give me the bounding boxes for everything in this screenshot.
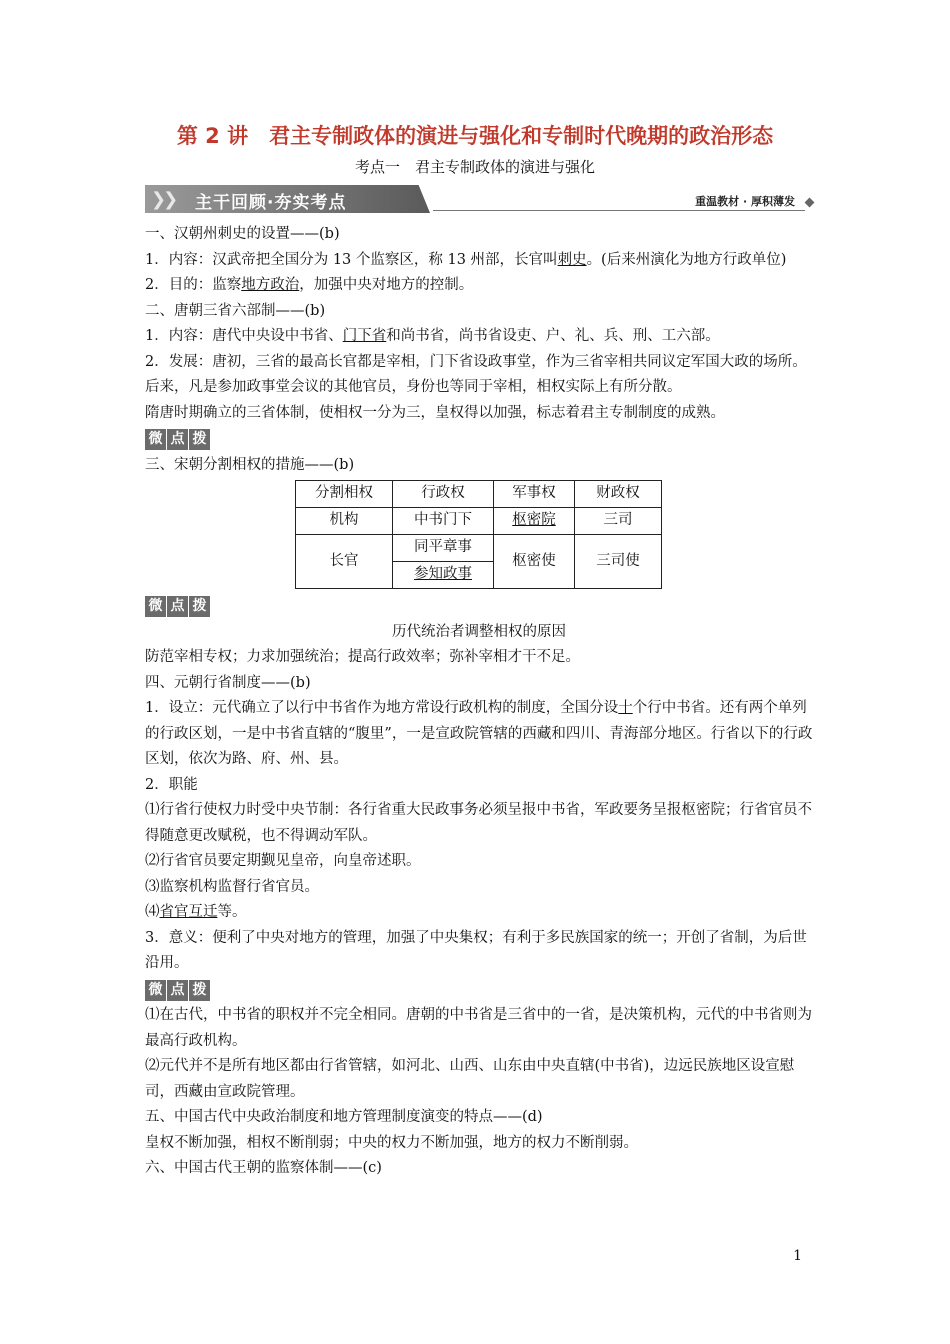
underlined-term: 十 bbox=[618, 700, 633, 716]
tip-char: 点 bbox=[167, 596, 188, 617]
heading-s1: 一、汉朝州刺史的设置——(b) bbox=[145, 226, 340, 242]
underlined-term: 地方政治 bbox=[241, 277, 300, 293]
paragraph: 皇权不断加强，相权不断削弱；中央的权力不断加强，地方的权力不断削弱。 bbox=[145, 1134, 638, 1151]
banner-slogan: 重温教材 · 厚积薄发 bbox=[695, 195, 795, 208]
tip-badge bbox=[145, 428, 211, 450]
list-item: ⑶监察机构监督行省官员。 bbox=[145, 878, 319, 895]
tip-char: 点 bbox=[167, 980, 188, 1001]
list-item: ⑴在古代，中书省的职权并不完全相同。唐朝的中书省是三省中的一省，是决策机构，元代的中书省则为最高行政机构。 bbox=[145, 1007, 812, 1049]
lecture-title: 第 2 讲 君主专制政体的演进与强化和专制时代晚期的政治形态 bbox=[176, 124, 774, 148]
tip-title: 历代统治者调整相权的原因 bbox=[392, 623, 566, 640]
heading-s5: 五、中国古代中央政治制度和地方管理制度演变的特点——(d) bbox=[145, 1109, 543, 1125]
tip-char: 拨 bbox=[189, 980, 210, 1001]
table-cell: 参知政事 bbox=[393, 562, 494, 589]
tip-char: 微 bbox=[145, 429, 166, 450]
underlined-term: 刺史 bbox=[557, 251, 587, 268]
heading-s2: 二、唐朝三省六部制——(b) bbox=[145, 302, 326, 319]
banner-divider bbox=[433, 210, 805, 211]
text: ，加强中央对地方的控制。 bbox=[299, 277, 474, 293]
text: 1．内容：唐代中央设中书省、 bbox=[145, 328, 343, 344]
text: 和尚书省，尚书省设吏、户、礼、兵、刑、工六部。 bbox=[386, 328, 720, 344]
table-cell: 行政权 bbox=[393, 481, 494, 508]
table-cell: 财政权 bbox=[575, 481, 662, 508]
table-cell: 同平章事 bbox=[393, 535, 494, 562]
paragraph: 2．职能 bbox=[145, 776, 198, 793]
paragraph: 2．发展：唐初，三省的最高长官都是宰相，门下省设政事堂，作为三省宰相共同议定军国大政的场所。后来，凡是参加政事堂会议的其他官员，身份也等同于宰相，相权实际上有所分散。 bbox=[145, 353, 807, 395]
paragraph bbox=[145, 273, 813, 299]
tip-char: 点 bbox=[167, 429, 188, 450]
paragraph: 隋唐时期确立的三省体制，使相权一分为三，皇权得以加强，标志着君主专制制度的成熟。 bbox=[145, 404, 725, 421]
paragraph: 3．意义：便利了中央对地方的管理，加强了中央集权；有利于多民族国家的统一；开创了省制，为后世沿用。 bbox=[145, 929, 807, 971]
tip-badge bbox=[145, 595, 211, 617]
table-cell: 军事权 bbox=[494, 481, 575, 508]
table-cell: 长官 bbox=[296, 535, 393, 589]
underlined-term: 门下省 bbox=[342, 328, 387, 344]
chevron-right-icon: ❯❯ bbox=[151, 189, 176, 210]
banner-label: 主干回顾·夯实考点 bbox=[195, 193, 347, 213]
tip-char: 拨 bbox=[189, 429, 210, 450]
heading-s4: 四、元朝行省制度——(b) bbox=[145, 674, 311, 691]
tip-char: 微 bbox=[145, 596, 166, 617]
table-cell: 机构 bbox=[296, 508, 393, 535]
underlined-term: 省官互迁 bbox=[159, 904, 218, 920]
section-subtitle: 考点一 君主专制政体的演进与强化 bbox=[354, 158, 595, 176]
main-content bbox=[145, 222, 813, 1182]
paragraph bbox=[145, 696, 813, 773]
list-item bbox=[145, 900, 813, 926]
text: 。(后来州演化为地方行政单位) bbox=[586, 251, 787, 268]
paragraph: 防范宰相专权；力求加强统治；提高行政效率；弥补宰相才干不足。 bbox=[145, 649, 580, 665]
table-cell: 枢密院 bbox=[494, 508, 575, 535]
table-cell: 枢密使 bbox=[494, 535, 575, 589]
text: 2．目的： bbox=[145, 277, 213, 293]
tip-char: 拨 bbox=[189, 596, 210, 617]
section-banner bbox=[145, 185, 813, 215]
text: 1．设立：元代确立了以行中书省作为地方常设行政机构的制度，全国分设 bbox=[145, 700, 619, 716]
list-item: ⑵行省官员要定期觐见皇帝，向皇帝述职。 bbox=[145, 853, 421, 869]
diamond-icon bbox=[805, 198, 815, 208]
text: 监察 bbox=[212, 277, 242, 293]
text: 等。 bbox=[217, 904, 247, 920]
heading-s6: 六、中国古代王朝的监察体制——(c) bbox=[145, 1160, 382, 1176]
table-cell: 三司 bbox=[575, 508, 662, 535]
paragraph bbox=[145, 248, 813, 274]
table-cell: 分割相权 bbox=[296, 481, 393, 508]
chancellor-power-table bbox=[295, 480, 662, 589]
list-item: ⑴行省行使权力时受中央节制：各行省重大民政事务必须呈报中书省，军政要务呈报枢密院；行省官员不得随意更改赋税，也不得调动军队。 bbox=[145, 802, 812, 844]
table-cell: 三司使 bbox=[575, 535, 662, 589]
text: ⑷ bbox=[145, 904, 160, 920]
table-row bbox=[296, 508, 662, 535]
text: 个行中书省。还有两个单列的行政区划，一是中书省直辖的“腹里”，一是宣政院管辖的西藏和四川、青海部分地区。行省以下的行政区划，依次为路、府、州、县。 bbox=[145, 700, 813, 767]
table-row bbox=[296, 535, 662, 562]
list-item: ⑵元代并不是所有地区都由行省管辖，如河北、山西、山东由中央直辖(中书省)，边远民族地区设宣慰司，西藏由宣政院管理。 bbox=[145, 1058, 795, 1100]
tip-char: 微 bbox=[145, 980, 166, 1001]
heading-s3: 三、宋朝分割相权的措施——(b) bbox=[145, 456, 355, 473]
page-number: 1 bbox=[793, 1248, 802, 1264]
text: 1．内容：汉武帝把全国分为 13 个监察区，称 13 州部，长官叫 bbox=[145, 251, 558, 268]
table-row bbox=[296, 481, 662, 508]
tip-badge bbox=[145, 979, 211, 1001]
paragraph bbox=[145, 324, 813, 350]
table-cell: 中书门下 bbox=[393, 508, 494, 535]
